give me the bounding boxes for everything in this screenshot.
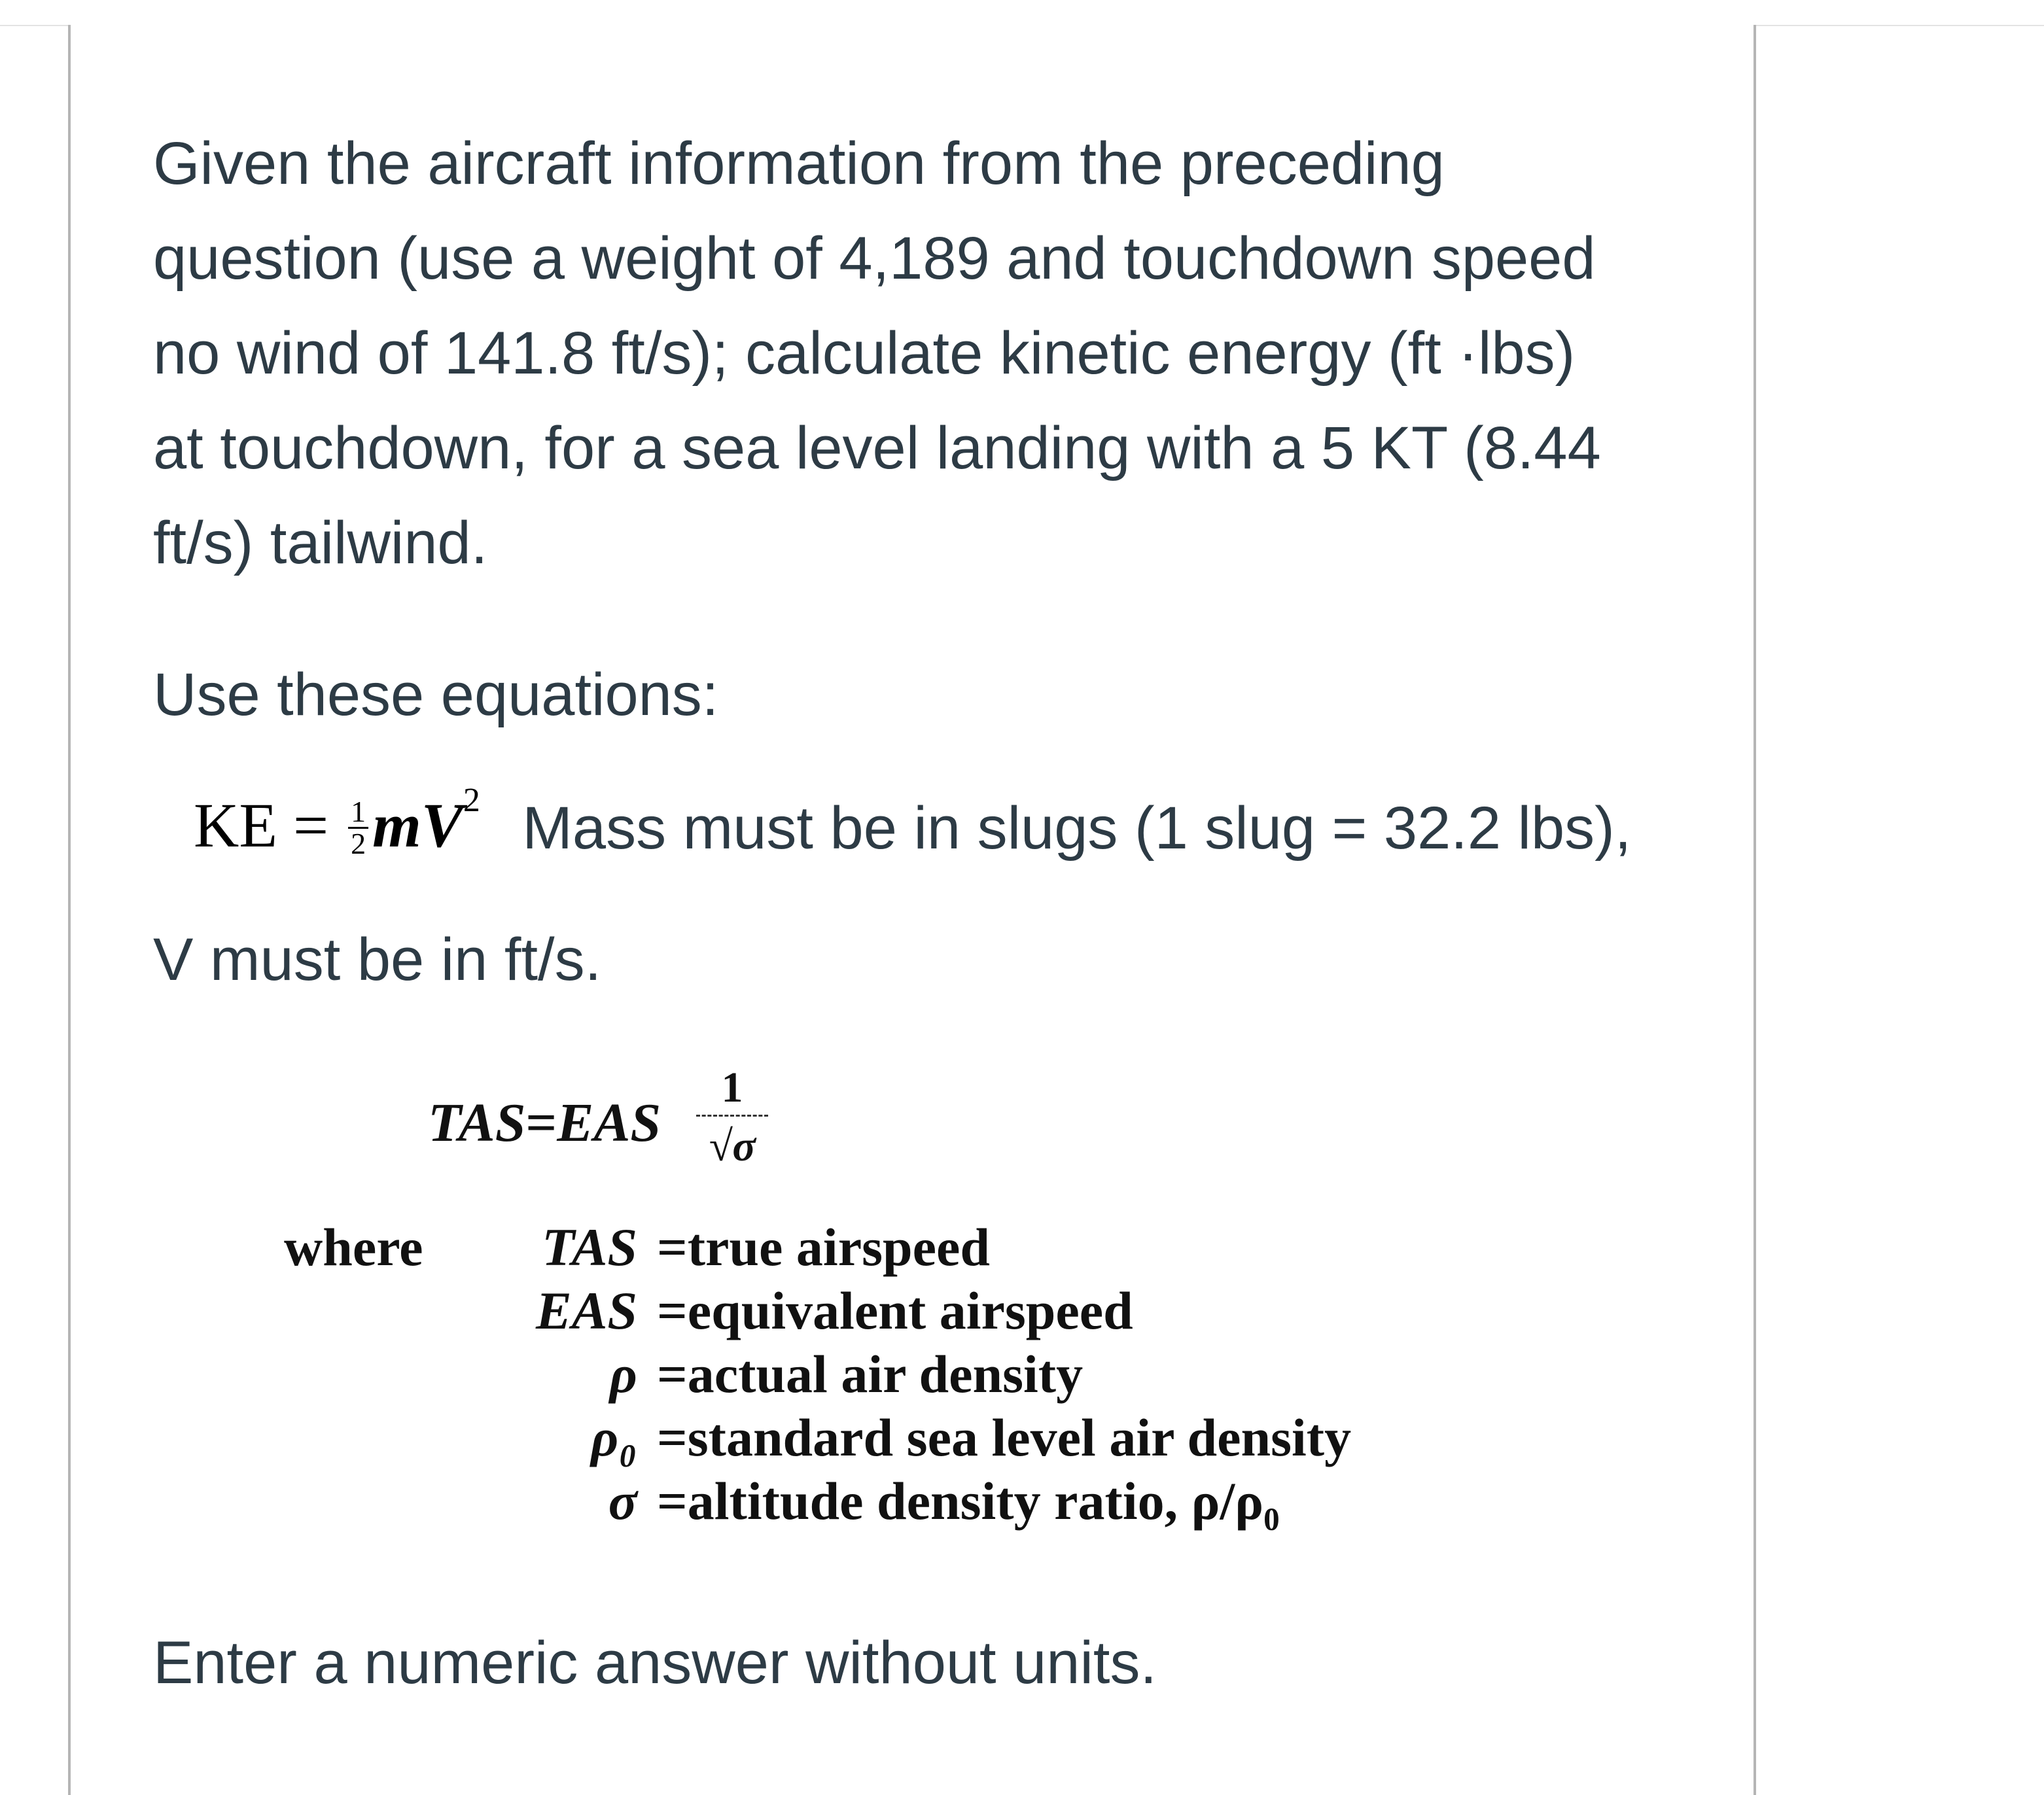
kinetic-energy-formula bbox=[194, 782, 480, 863]
question-line: at touchdown, for a sea level landing with a 5 KT (8.44 bbox=[153, 415, 1601, 481]
definition-symbol: TAS bbox=[542, 1217, 637, 1277]
definition-symbol: ρ₀ bbox=[591, 1408, 637, 1467]
mass-units-note: Mass must be in slugs (1 slug = 32.2 lbs), bbox=[522, 795, 1632, 862]
ke-equals: = bbox=[292, 790, 329, 860]
ke-half-fraction bbox=[348, 797, 368, 859]
velocity-units-note: V must be in ft/s. bbox=[153, 926, 602, 993]
question-line: no wind of 141.8 ft/s); calculate kinetic energy (ft ·lbs) bbox=[153, 320, 1576, 387]
definitions-lead: where bbox=[284, 1217, 423, 1277]
answer-instruction: Enter a numeric answer without units. bbox=[153, 1629, 1157, 1696]
ke-lhs: KE bbox=[194, 790, 277, 860]
ke-mass-symbol: m bbox=[372, 790, 421, 860]
ke-velocity-symbol: V bbox=[421, 790, 463, 860]
header-site-fragment bbox=[903, 0, 1243, 7]
tas-equation-main bbox=[428, 1091, 661, 1155]
ke-frac-den: 2 bbox=[351, 827, 366, 861]
kinetic-energy-line bbox=[194, 782, 1632, 890]
tas-frac-den: √σ bbox=[709, 1123, 756, 1170]
question-line: ft/s) tailwind. bbox=[153, 510, 488, 576]
definition-symbol: σ bbox=[608, 1471, 637, 1531]
ke-exponent: 2 bbox=[463, 782, 480, 819]
ke-frac-num: 1 bbox=[348, 797, 368, 829]
definition-text: =standard sea level air density bbox=[657, 1408, 1352, 1467]
definition-text: =actual air density bbox=[657, 1344, 1084, 1404]
question-line: question (use a weight of 4,189 and touchdown speed bbox=[153, 225, 1596, 292]
definition-text: =altitude density ratio, ρ/ρ₀ bbox=[657, 1471, 1280, 1531]
definition-text: =equivalent airspeed bbox=[657, 1281, 1133, 1340]
definition-symbol: ρ bbox=[609, 1344, 637, 1404]
question-panel bbox=[68, 25, 1756, 1795]
definition-symbol: EAS bbox=[536, 1281, 637, 1340]
question-line: Given the aircraft information from the preceding bbox=[153, 130, 1445, 197]
tas-rhs: EAS bbox=[557, 1092, 661, 1153]
tas-frac-num: 1 bbox=[721, 1064, 743, 1111]
question-text bbox=[153, 116, 1658, 591]
tas-lhs: TAS bbox=[428, 1092, 526, 1153]
tas-equals: = bbox=[525, 1092, 557, 1153]
definition-text: =true airspeed bbox=[657, 1217, 991, 1277]
use-equations-heading: Use these equations: bbox=[153, 661, 719, 728]
tas-frac-bar bbox=[696, 1115, 768, 1117]
tas-fraction bbox=[696, 1065, 768, 1173]
